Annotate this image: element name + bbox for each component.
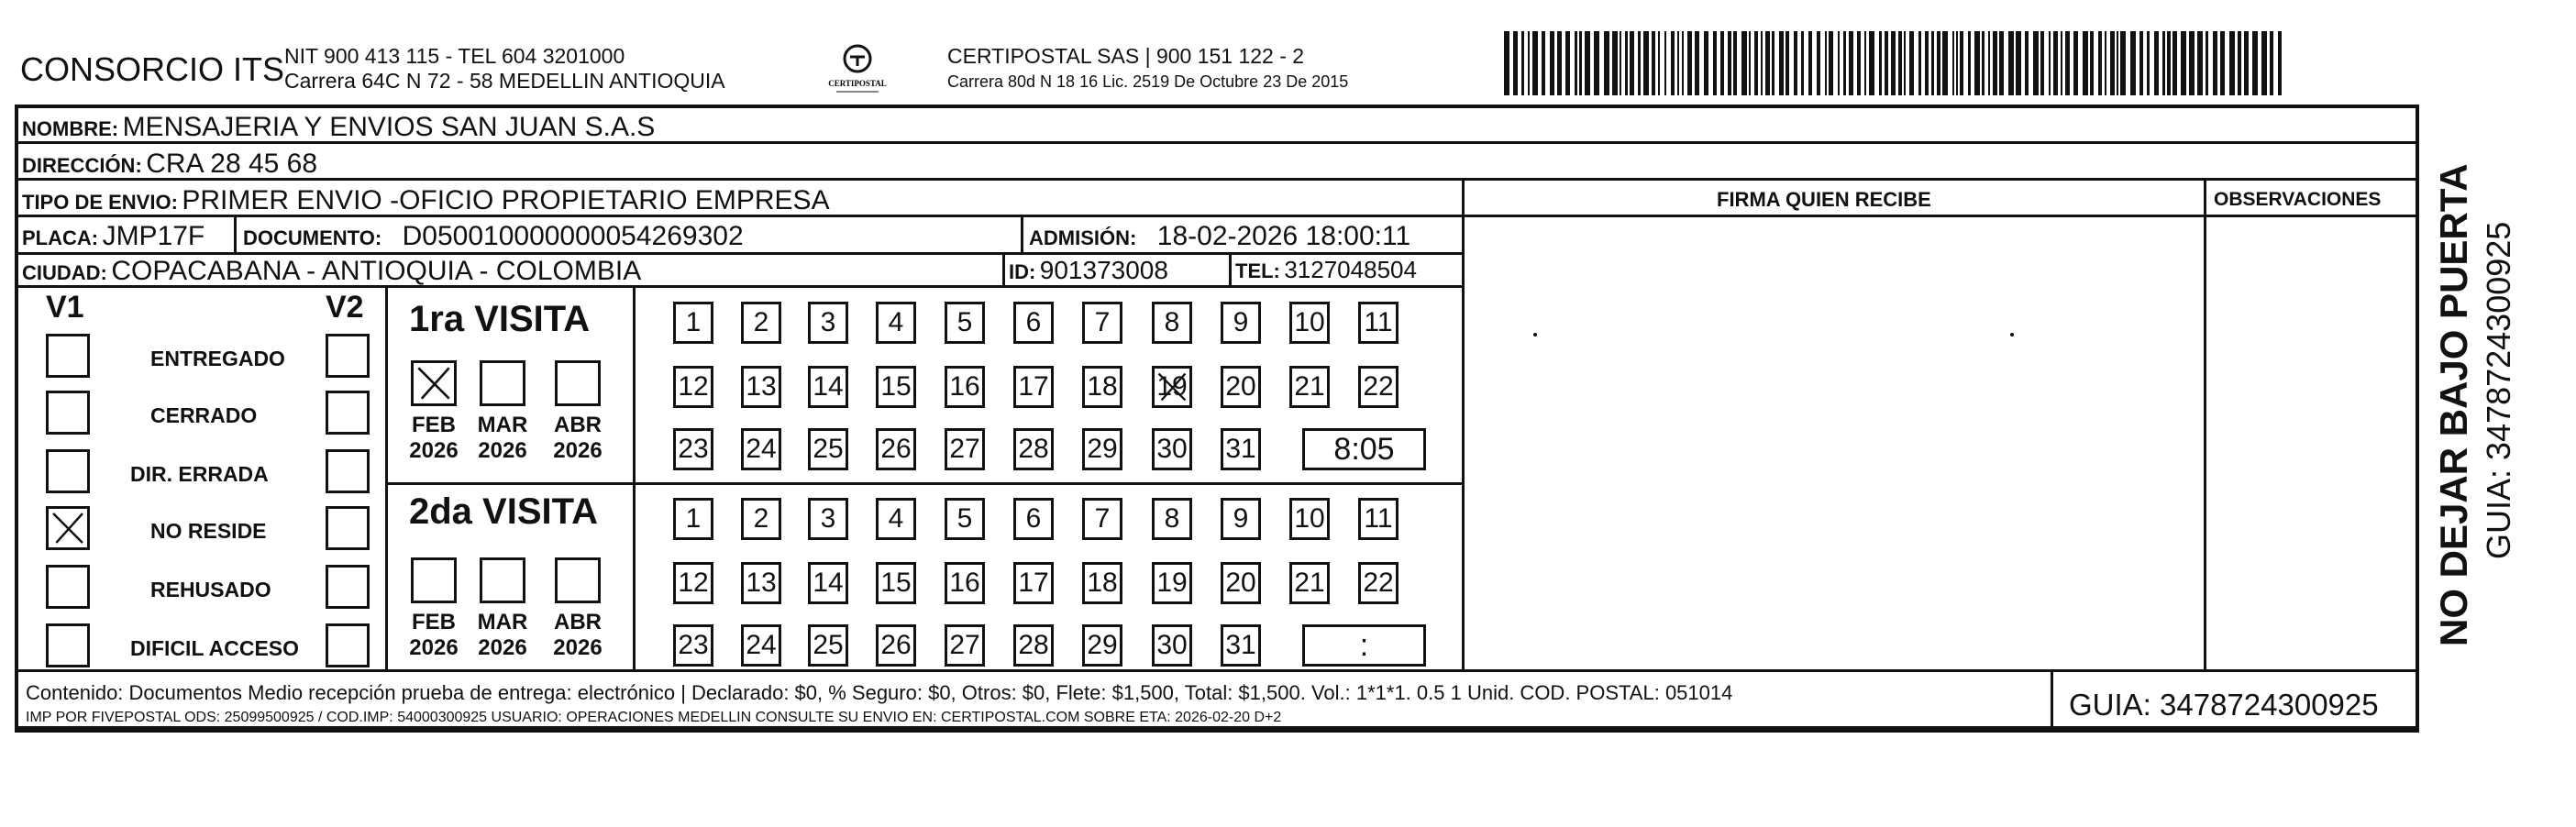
visit2-month-label: ABR 2026 [553,610,603,660]
visit2-month-checkbox[interactable] [555,557,601,603]
visit2-day-box[interactable]: 13 [741,562,781,604]
v2-checkbox[interactable] [326,623,370,667]
visit2-day-box[interactable]: 31 [1221,624,1261,667]
visit2-time-box[interactable]: : [1302,624,1426,667]
v2-checkbox[interactable] [326,565,370,609]
visit2-day-box[interactable]: 7 [1082,498,1122,540]
visit1-day-box[interactable]: 1 [673,302,713,344]
visit1-day-box[interactable]: 31 [1221,428,1261,470]
carrier-address: Carrera 80d N 18 16 Lic. 2519 De Octubre 23 De 2015 [947,72,1349,91]
status-label: ENTREGADO [150,347,285,370]
visit2-day-box[interactable]: 17 [1013,562,1054,604]
visit1-day-box[interactable]: 9 [1221,302,1261,344]
visit2-day-box[interactable]: 15 [876,562,916,604]
visit1-month-checkbox[interactable] [411,360,457,406]
visit1-day-box[interactable]: 2 [741,302,781,344]
direccion-label: DIRECCIÓN: [22,154,142,177]
visit1-day-box[interactable]: 26 [876,428,916,470]
visit2-month-label: MAR 2026 [477,610,528,660]
visit1-day-box[interactable]: 30 [1152,428,1192,470]
ciudad-label: CIUDAD: [22,261,107,284]
visit2-month-label: FEB 2026 [409,610,459,660]
visit1-day-box[interactable]: 23 [673,428,713,470]
visit2-day-box[interactable]: 23 [673,624,713,667]
visit2-day-box[interactable]: 1 [673,498,713,540]
visit2-day-box[interactable]: 2 [741,498,781,540]
placa-label: PLACA: [22,226,99,249]
visit1-day-box[interactable]: 17 [1013,366,1054,408]
visit1-day-box[interactable]: 15 [876,366,916,408]
nombre-value: MENSAJERIA Y ENVIOS SAN JUAN S.A.S [122,112,656,142]
visit1-day-box[interactable]: 11 [1358,302,1399,344]
visit2-day-box[interactable]: 21 [1289,562,1330,604]
svg-text:CERTIPOSTAL: CERTIPOSTAL [828,79,887,88]
firma-header: FIRMA QUIEN RECIBE [1717,188,1931,211]
visit2-day-box[interactable]: 3 [808,498,848,540]
documento-value: D050010000000054269302 [402,221,744,251]
tipo-envio-label: TIPO DE ENVIO: [22,191,178,214]
visit1-day-box[interactable]: 19 [1152,366,1192,408]
visit2-day-box[interactable]: 4 [876,498,916,540]
visit2-day-box[interactable]: 25 [808,624,848,667]
visit2-title: 2da VISITA [409,491,598,532]
visit2-day-box[interactable]: 11 [1358,498,1399,540]
id-value: 901373008 [1039,256,1168,284]
visit2-day-box[interactable]: 29 [1082,624,1122,667]
visit2-month-checkbox[interactable] [411,557,457,603]
visit1-title: 1ra VISITA [409,299,591,339]
footer-content: Contenido: Documentos Medio recepción prueba de entrega: electrónico | Declarado: $0, % Seguro: $0, Otros: $0, Flete: $1,500, Total: $1,500. Vol.: 1*1*1. 0.5 1 Unid. COD. POSTAL: 051014 [26,681,1733,704]
certipostal-logo [825,40,890,105]
status-label: CERRADO [150,403,258,427]
v1-checkbox[interactable] [46,391,90,435]
v2-checkbox[interactable] [326,391,370,435]
visit1-month-label: MAR 2026 [477,413,528,463]
visit2-day-box[interactable]: 9 [1221,498,1261,540]
visit2-day-box[interactable]: 27 [945,624,985,667]
visit1-day-box[interactable]: 24 [741,428,781,470]
visit1-day-box[interactable]: 27 [945,428,985,470]
company-nit: NIT 900 413 115 - TEL 604 3201000 [284,44,625,68]
side-warning: NO DEJAR BAJO PUERTA [2432,163,2475,646]
visit2-day-box[interactable]: 22 [1358,562,1399,604]
footer-guia: GUIA: 3478724300925 [2069,688,2379,722]
visit1-day-box[interactable]: 7 [1082,302,1122,344]
visit1-time-box[interactable]: 8:05 [1302,428,1426,470]
signature-mark [1533,333,1537,336]
tel-value: 3127048504 [1284,256,1417,283]
visit2-month-checkbox[interactable] [480,557,525,603]
visit2-day-box[interactable]: 16 [945,562,985,604]
v1-checkbox[interactable] [46,506,90,550]
visit1-day-box[interactable]: 18 [1082,366,1122,408]
v2-header: V2 [326,290,364,325]
footer-print-info: IMP POR FIVEPOSTAL ODS: 25099500925 / COD.IMP: 54000300925 USUARIO: OPERACIONES MEDELLIN CONSULTE SU ENVIO EN: CERTIPOSTAL.COM SOBRE ETA: 2026-02-20 D+2 [26,710,1282,725]
visit1-day-box[interactable]: 14 [808,366,848,408]
v1-checkbox[interactable] [46,565,90,609]
v1-checkbox[interactable] [46,334,90,378]
visit2-day-box[interactable]: 26 [876,624,916,667]
visit1-month-checkbox[interactable] [480,360,525,406]
visit2-day-box[interactable]: 18 [1082,562,1122,604]
signature-mark [2010,333,2014,336]
v2-checkbox[interactable] [326,506,370,550]
admision-value: 18-02-2026 18:00:11 [1156,221,1411,251]
tel-label: TEL: [1235,259,1280,282]
placa-value: JMP17F [102,221,205,251]
tipo-envio-value: PRIMER ENVIO -OFICIO PROPIETARIO EMPRESA [182,185,830,215]
visit1-month-checkbox[interactable] [555,360,601,406]
documento-label: DOCUMENTO: [243,226,382,249]
visit1-day-box[interactable]: 16 [945,366,985,408]
v1-checkbox[interactable] [46,623,90,667]
visit1-day-box[interactable]: 4 [876,302,916,344]
visit1-day-box[interactable]: 22 [1358,366,1399,408]
id-label: ID: [1009,260,1036,283]
company-name: CONSORCIO ITS [20,50,285,88]
carrier-name: CERTIPOSTAL SAS | 900 151 122 - 2 [947,44,1305,68]
visit2-day-box[interactable]: 20 [1221,562,1261,604]
status-label: REHUSADO [150,578,271,601]
visit2-day-box[interactable]: 14 [808,562,848,604]
v1-checkbox[interactable] [46,449,90,493]
v2-checkbox[interactable] [326,449,370,493]
visit2-day-box[interactable]: 10 [1289,498,1330,540]
visit2-day-box[interactable]: 8 [1152,498,1192,540]
visit1-day-box[interactable]: 8 [1152,302,1192,344]
visit2-day-box[interactable]: 5 [945,498,985,540]
ciudad-value: COPACABANA - ANTIOQUIA - COLOMBIA [111,256,642,286]
visit2-day-box[interactable]: 12 [673,562,713,604]
side-guia: GUIA: 3478724300925 [2480,221,2517,559]
visit1-day-box[interactable]: 21 [1289,366,1330,408]
status-label: NO RESIDE [150,519,267,543]
v1-header: V1 [46,290,84,325]
visit2-day-box[interactable]: 28 [1013,624,1054,667]
company-address: Carrera 64C N 72 - 58 MEDELLIN ANTIOQUIA [284,69,725,93]
visit1-day-box[interactable]: 12 [673,366,713,408]
visit1-day-box[interactable]: 29 [1082,428,1122,470]
visit2-day-box[interactable]: 24 [741,624,781,667]
visit1-month-label: FEB 2026 [409,413,459,463]
visit2-day-box[interactable]: 6 [1013,498,1054,540]
v2-checkbox[interactable] [326,334,370,378]
visit1-day-box[interactable]: 13 [741,366,781,408]
visit1-day-box[interactable]: 28 [1013,428,1054,470]
direccion-value: CRA 28 45 68 [146,149,318,179]
visit1-day-box[interactable]: 10 [1289,302,1330,344]
status-label: DIFICIL ACCESO [130,636,300,660]
visit2-day-box[interactable]: 30 [1152,624,1192,667]
visit1-day-box[interactable]: 25 [808,428,848,470]
nombre-label: NOMBRE: [22,117,119,140]
observaciones-header: OBSERVACIONES [2214,189,2382,210]
visit1-day-box[interactable]: 20 [1221,366,1261,408]
visit1-day-box[interactable]: 6 [1013,302,1054,344]
admision-label: ADMISIÓN: [1029,226,1137,249]
visit1-month-label: ABR 2026 [553,413,603,463]
visit1-day-box[interactable]: 5 [945,302,985,344]
barcode [1504,31,2283,95]
visit1-day-box[interactable]: 3 [808,302,848,344]
visit2-day-box[interactable]: 19 [1152,562,1192,604]
status-label: DIR. ERRADA [130,462,269,486]
